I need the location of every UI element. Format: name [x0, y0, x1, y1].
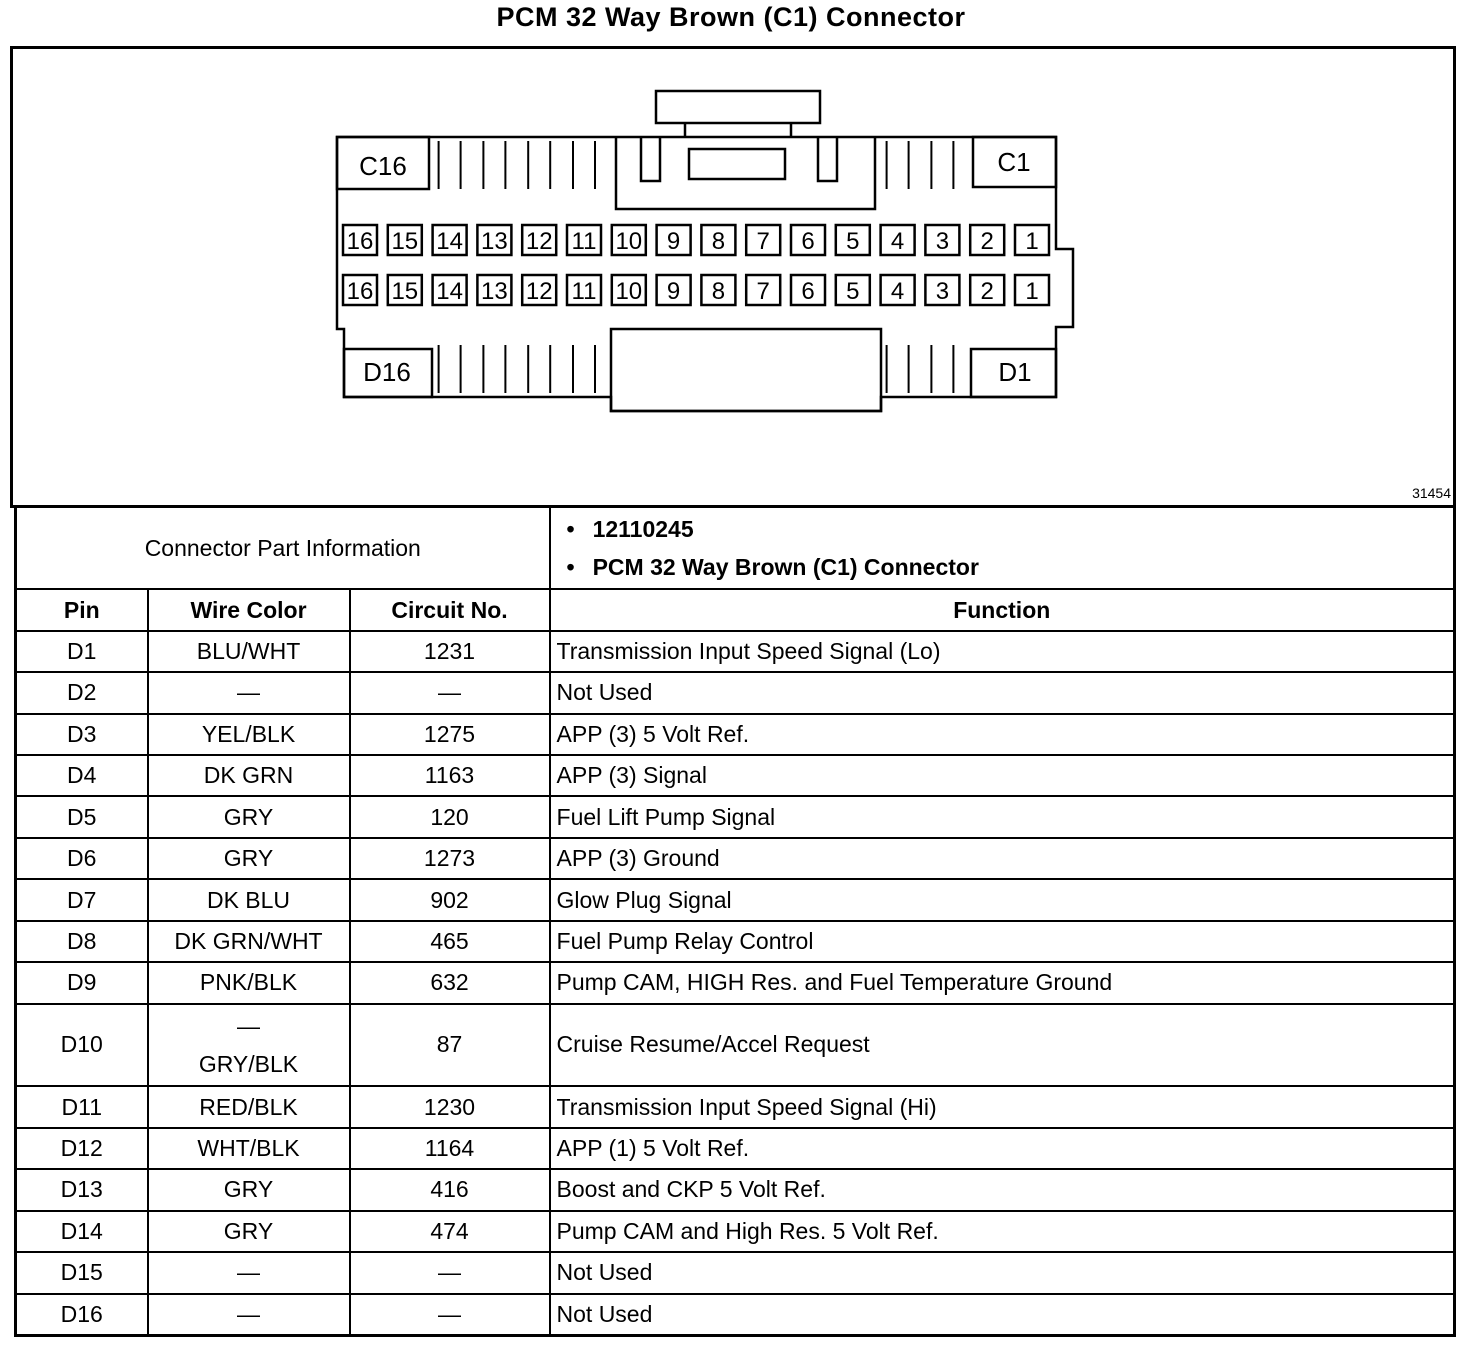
cell-function: APP (1) 5 Volt Ref.	[550, 1128, 1455, 1169]
cell-wire-color: GRY	[148, 838, 350, 879]
cell-circuit-no: 474	[350, 1211, 550, 1252]
cell-wire-color: YEL/BLK	[148, 714, 350, 755]
pin-number-label: 2	[980, 228, 994, 255]
connector-diagram	[10, 46, 1456, 508]
header-wire-color: Wire Color	[148, 589, 350, 630]
cell-function: Transmission Input Speed Signal (Hi)	[550, 1086, 1455, 1127]
cell-pin: D9	[16, 962, 148, 1003]
cell-circuit-no: —	[350, 1294, 550, 1336]
cell-circuit-no: 902	[350, 879, 550, 920]
cell-circuit-no: 416	[350, 1169, 550, 1210]
table-row	[16, 1252, 1455, 1293]
cell-circuit-no: —	[350, 672, 550, 713]
cell-wire-color-line: GRY/BLK	[198, 1050, 299, 1077]
header-circuit-no: Circuit No.	[350, 589, 550, 630]
cell-wire-color: DK GRN/WHT	[148, 921, 350, 962]
cell-wire-color: GRY	[148, 796, 350, 837]
label-c1: C1	[997, 147, 1031, 177]
pin-number-label: 10	[615, 278, 643, 305]
cell-wire-color: GRY	[148, 1169, 350, 1210]
cell-function: Not Used	[550, 1294, 1455, 1336]
cell-pin: D10	[16, 1004, 148, 1087]
cell-circuit-no: 1163	[350, 755, 550, 796]
cell-circuit-no: —	[350, 1252, 550, 1293]
pin-number-label: 2	[980, 278, 994, 305]
cell-circuit-no: 632	[350, 962, 550, 1003]
pin-number-label: 11	[571, 278, 597, 305]
pin-number-label: 5	[846, 278, 860, 305]
cell-function: Boost and CKP 5 Volt Ref.	[550, 1169, 1455, 1210]
pin-row-lower	[343, 275, 1049, 305]
cell-pin: D4	[16, 755, 148, 796]
header-function: Function	[550, 589, 1455, 630]
cell-pin: D6	[16, 838, 148, 879]
figure-id: 31454	[1412, 485, 1451, 501]
pin-number-label: 12	[525, 278, 553, 305]
label-d1: D1	[998, 357, 1032, 387]
pin-number-label: 16	[346, 278, 374, 305]
pin-number-label: 14	[436, 228, 463, 255]
cell-pin: D13	[16, 1169, 148, 1210]
cell-function: Glow Plug Signal	[550, 879, 1455, 920]
cell-wire-color	[148, 1004, 350, 1087]
pin-number-label: 16	[346, 228, 374, 255]
pin-number-label: 7	[756, 278, 770, 305]
pin-number-label: 9	[666, 278, 681, 305]
pinout-table	[14, 505, 1456, 1337]
header-pin: Pin	[16, 589, 148, 630]
table-row	[16, 1086, 1455, 1127]
pin-number-label: 10	[615, 228, 643, 255]
table-row	[16, 1128, 1455, 1169]
part-info-list	[557, 510, 1447, 586]
table-row	[16, 631, 1455, 672]
cell-wire-color: DK BLU	[148, 879, 350, 920]
pin-number-label: 14	[436, 278, 463, 305]
pin-number-label: 6	[801, 228, 815, 255]
cell-circuit-no: 1273	[350, 838, 550, 879]
table-row	[16, 879, 1455, 920]
cell-pin: D7	[16, 879, 148, 920]
cell-wire-color: —	[148, 1252, 350, 1293]
cell-function: Pump CAM, HIGH Res. and Fuel Temperature Ground	[550, 962, 1455, 1003]
cell-function: Fuel Pump Relay Control	[550, 921, 1455, 962]
pin-number-label: 13	[481, 228, 508, 255]
cell-wire-color: DK GRN	[148, 755, 350, 796]
pin-number-label: 5	[846, 228, 860, 255]
pin-number-label: 11	[571, 228, 597, 255]
cell-pin: D16	[16, 1294, 148, 1336]
connector-face-drawing	[13, 49, 1453, 505]
cell-wire-color: RED/BLK	[148, 1086, 350, 1127]
cell-pin: D1	[16, 631, 148, 672]
pin-number-label: 1	[1025, 228, 1039, 255]
cell-wire-color-line: —	[237, 1012, 260, 1039]
pin-number-label: 8	[711, 228, 726, 255]
cell-circuit-no: 87	[350, 1004, 550, 1087]
table-row	[16, 1211, 1455, 1252]
table-row	[16, 796, 1455, 837]
table-row	[16, 672, 1455, 713]
pin-number-label: 13	[481, 278, 508, 305]
pin-number-label: 6	[801, 278, 815, 305]
pin-number-label: 1	[1025, 278, 1039, 305]
part-info-list-cell	[550, 507, 1455, 590]
cell-pin: D5	[16, 796, 148, 837]
cell-function: Pump CAM and High Res. 5 Volt Ref.	[550, 1211, 1455, 1252]
part-info-row	[16, 507, 1455, 590]
pin-row-upper	[343, 225, 1049, 255]
pin-number-label: 3	[935, 228, 950, 255]
cell-circuit-no: 1230	[350, 1086, 550, 1127]
pin-number-label: 9	[666, 228, 681, 255]
part-info-label: Connector Part Information	[16, 507, 550, 590]
table-row	[16, 714, 1455, 755]
pin-number-label: 3	[935, 278, 950, 305]
label-c16: C16	[359, 151, 407, 181]
cell-function: Transmission Input Speed Signal (Lo)	[550, 631, 1455, 672]
cell-circuit-no: 1231	[350, 631, 550, 672]
cell-circuit-no: 1164	[350, 1128, 550, 1169]
cell-pin: D3	[16, 714, 148, 755]
cell-circuit-no: 120	[350, 796, 550, 837]
cell-function: Not Used	[550, 672, 1455, 713]
pin-number-label: 15	[391, 228, 419, 255]
cell-wire-color: WHT/BLK	[148, 1128, 350, 1169]
pin-number-label: 8	[711, 278, 726, 305]
cell-wire-color: PNK/BLK	[148, 962, 350, 1003]
cell-pin: D14	[16, 1211, 148, 1252]
table-row	[16, 962, 1455, 1003]
cell-pin: D11	[16, 1086, 148, 1127]
cell-wire-color: GRY	[148, 1211, 350, 1252]
cell-pin: D15	[16, 1252, 148, 1293]
cell-circuit-no: 465	[350, 921, 550, 962]
pin-number-label: 4	[890, 278, 905, 305]
table-row	[16, 921, 1455, 962]
table-row	[16, 755, 1455, 796]
cell-function: APP (3) Signal	[550, 755, 1455, 796]
cell-function: APP (3) 5 Volt Ref.	[550, 714, 1455, 755]
table-row	[16, 1004, 1455, 1087]
part-number: • 12110245	[597, 510, 1447, 548]
cell-wire-color: BLU/WHT	[148, 631, 350, 672]
cell-function: Not Used	[550, 1252, 1455, 1293]
cell-pin: D12	[16, 1128, 148, 1169]
cell-circuit-no: 1275	[350, 714, 550, 755]
table-row	[16, 1169, 1455, 1210]
cell-wire-color: —	[148, 1294, 350, 1336]
pin-number-label: 7	[756, 228, 770, 255]
pin-number-label: 15	[391, 278, 419, 305]
cell-function: Cruise Resume/Accel Request	[550, 1004, 1455, 1087]
table-row	[16, 1294, 1455, 1336]
table-header-row	[16, 589, 1455, 630]
pin-number-label: 12	[525, 228, 553, 255]
table-row	[16, 838, 1455, 879]
part-description: • PCM 32 Way Brown (C1) Connector	[597, 548, 1447, 586]
page-title: PCM 32 Way Brown (C1) Connector	[496, 2, 966, 32]
cell-pin: D8	[16, 921, 148, 962]
label-d16: D16	[363, 357, 411, 387]
cell-wire-color: —	[148, 672, 350, 713]
pin-number-label: 4	[890, 228, 905, 255]
cell-function: Fuel Lift Pump Signal	[550, 796, 1455, 837]
cell-pin: D2	[16, 672, 148, 713]
cell-function: APP (3) Ground	[550, 838, 1455, 879]
